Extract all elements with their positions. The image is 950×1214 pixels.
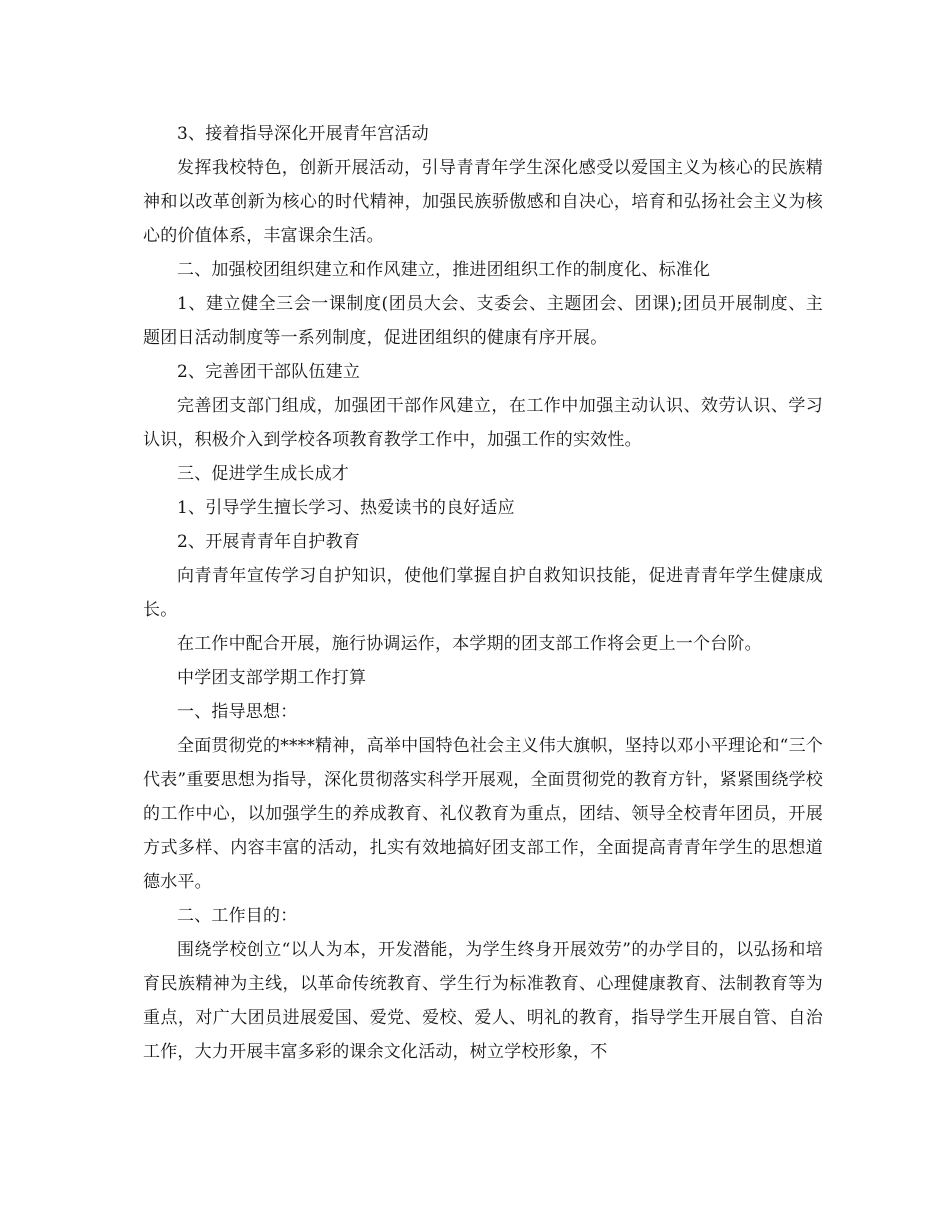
section-heading-work-goal: 二、工作目的： (177, 906, 298, 926)
document-subtitle: 中学团支部学期工作打算 (177, 668, 367, 688)
section-heading-3: 三、促进学生成长成才 (177, 464, 349, 484)
paragraph-10: 向青青年宣传学习自护知识，使他们掌握自护自救知识技能，促进青青年学生健康成长。 (143, 566, 823, 620)
paragraph-11: 在工作中配合开展，施行协调运作，本学期的团支部工作将会更上一个台阶。 (177, 634, 762, 654)
section-heading-guiding-thought: 一、指导思想： (177, 702, 298, 722)
paragraph-8: 1、引导学生擅长学习、热爱读书的良好适应 (177, 498, 515, 518)
paragraph-2: 发挥我校特色，创新开展活动，引导青青年学生深化感受以爱国主义为核心的民族精神和以改革创新为核心的时代精神，加强民族骄傲感和自决心，培育和弘扬社会主义为核心的价值体系，丰富课余生活。 (143, 158, 823, 246)
paragraph-4: 1、建立健全三会一课制度(团员大会、支委会、主题团会、团课);团员开展制度、主题团日活动制度等一系列制度，促进团组织的健康有序开展。 (143, 294, 823, 348)
section-heading-2: 二、加强校团组织建立和作风建立，推进团组织工作的制度化、标准化 (177, 260, 711, 280)
document-body (143, 117, 823, 1069)
paragraph-9: 2、开展青青年自护教育 (177, 532, 361, 552)
paragraph-16: 围绕学校创立“以人为本，开发潜能，为学生终身开展效劳”的办学目的，以弘扬和培育民族精神为主线，以革命传统教育、学生行为标准教育、心理健康教育、法制教育等为重点，对广大团员进展爱国、爱党、爱校、爱人、明礼的教育，指导学生开展自管、自治工作，大力开展丰富多彩的课余文化活动，树立学校形象，不 (143, 940, 823, 1062)
paragraph-1: 3、接着指导深化开展青年宫活动 (177, 124, 429, 144)
paragraph-14: 全面贯彻党的****精神，高举中国特色社会主义伟大旗帜，坚持以邓小平理论和“三个代表”重要思想为指导，深化贯彻落实科学开展观，全面贯彻党的教育方针，紧紧围绕学校的工作中心，以加强学生的养成教育、礼仪教育为重点，团结、领导全校青年团员，开展方式多样、内容丰富的活动，扎实有效地搞好团支部工作，全面提高青青年学生的思想道德水平。 (143, 736, 823, 892)
paragraph-5: 2、完善团干部队伍建立 (177, 362, 361, 382)
paragraph-6: 完善团支部门组成，加强团干部作风建立，在工作中加强主动认识、效劳认识、学习认识，积极介入到学校各项教育教学工作中，加强工作的实效性。 (143, 396, 823, 450)
